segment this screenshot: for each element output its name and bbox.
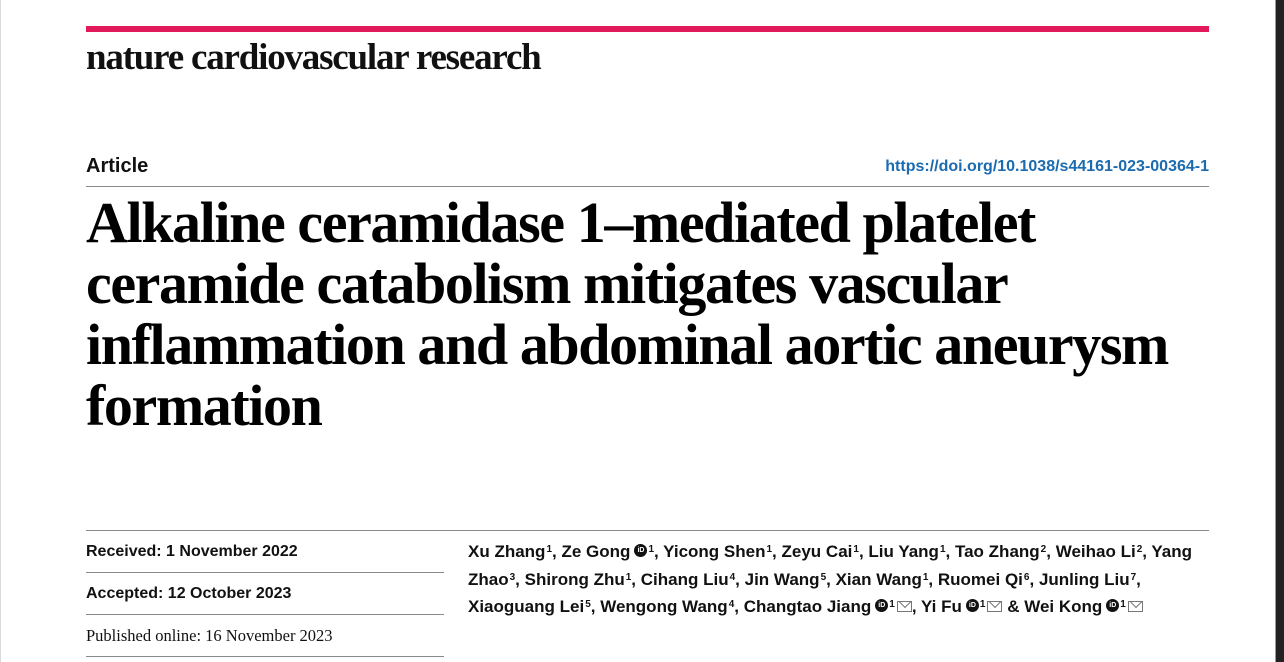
journal-accent-bar <box>86 26 1209 32</box>
affiliation-marker: 1 <box>648 544 654 555</box>
author-name[interactable]: Zeyu Cai <box>781 542 853 561</box>
author-name[interactable]: Changtao Jiang <box>743 597 872 616</box>
author <box>1024 597 1143 616</box>
author <box>641 570 735 589</box>
author <box>921 597 1003 616</box>
author <box>663 542 772 561</box>
author-name[interactable]: Xu Zhang <box>468 542 546 561</box>
header-divider <box>86 186 1209 187</box>
affiliation-marker: 6 <box>1023 571 1030 583</box>
affiliation-marker: 2 <box>1040 544 1047 555</box>
author-name[interactable]: Xiaoguang Lei <box>468 597 585 616</box>
author-separator: , <box>735 569 740 589</box>
author <box>1039 570 1136 589</box>
author-conjunction: & <box>1007 597 1020 616</box>
affiliation-marker: 5 <box>820 571 827 583</box>
author-separator: , <box>734 597 739 616</box>
orcid-icon[interactable]: iD <box>875 599 888 612</box>
author-separator: , <box>858 542 864 561</box>
author-separator: , <box>772 542 777 561</box>
affiliation-marker: 1 <box>889 599 895 610</box>
author-name[interactable]: Ruomei Qi <box>937 569 1023 589</box>
author <box>1056 542 1143 561</box>
affiliation-marker: 1 <box>979 599 986 610</box>
author-name[interactable]: Junling Liu <box>1038 569 1130 589</box>
author <box>955 542 1046 561</box>
author-name[interactable]: Wei Kong <box>1024 597 1103 616</box>
author-name[interactable]: Tao Zhang <box>954 542 1040 561</box>
article-dates <box>86 531 444 657</box>
article-type: Article <box>86 155 149 177</box>
orcid-icon[interactable]: iD <box>966 599 979 612</box>
affiliation-marker: 5 <box>585 599 591 610</box>
author-name[interactable]: Ze Gong <box>561 542 631 561</box>
author <box>745 570 827 589</box>
author-name[interactable]: Yi Fu <box>920 597 962 616</box>
affiliation-marker: 1 <box>625 571 632 583</box>
author-name[interactable]: Yicong Shen <box>663 542 766 561</box>
author-separator: , <box>928 569 934 589</box>
mail-icon[interactable] <box>987 601 1002 612</box>
author-name[interactable]: Yang Zhao <box>468 542 1193 589</box>
author-name[interactable]: Liu Yang <box>868 542 939 561</box>
author-separator: , <box>911 597 917 616</box>
author-name[interactable]: Weihao Li <box>1055 542 1136 561</box>
author-separator: , <box>1046 542 1051 561</box>
author-list <box>468 538 1208 621</box>
author-separator: , <box>945 542 951 561</box>
author-separator: , <box>590 597 596 616</box>
author-name[interactable]: Shirong Zhu <box>524 569 625 589</box>
author-separator: , <box>654 542 659 561</box>
affiliation-marker: 1 <box>853 544 859 555</box>
author-name[interactable]: Jin Wang <box>744 569 820 589</box>
author <box>868 542 945 561</box>
author-separator: , <box>1142 542 1147 561</box>
mail-icon[interactable] <box>1128 601 1143 612</box>
article-title: Alkaline ceramidase 1–mediated platelet ceramide catabolism mitigates vascular inflammation and abdominal aortic aneurysm formation <box>86 190 1168 438</box>
affiliation-marker: 4 <box>729 571 736 583</box>
affiliation-marker: 2 <box>1136 544 1143 555</box>
author-name[interactable]: Cihang Liu <box>640 569 729 589</box>
author <box>836 570 929 589</box>
author <box>561 542 654 561</box>
received-date: Received: 1 November 2022 <box>86 531 444 573</box>
doi-link[interactable]: https://doi.org/10.1038/s44161-023-00364-1 <box>885 158 1209 175</box>
author-separator: , <box>552 542 557 561</box>
orcid-icon[interactable]: iD <box>634 544 647 557</box>
accepted-date: Accepted: 12 October 2023 <box>86 573 444 615</box>
affiliation-marker: 1 <box>939 544 946 555</box>
author-separator: , <box>631 569 637 589</box>
author-separator: , <box>1136 569 1141 589</box>
window-edge-left <box>0 0 1 662</box>
window-edge-right <box>1275 0 1284 662</box>
author-name[interactable]: Xian Wang <box>835 569 922 589</box>
author <box>600 597 734 616</box>
orcid-icon[interactable]: iD <box>1106 599 1119 612</box>
author-name[interactable]: Wengong Wang <box>600 597 728 616</box>
author <box>938 570 1030 589</box>
journal-name: nature cardiovascular research <box>86 37 541 78</box>
affiliation-marker: 1 <box>922 571 929 583</box>
affiliation-marker: 1 <box>766 544 773 555</box>
affiliation-marker: 4 <box>728 599 735 610</box>
published-date: Published online: 16 November 2023 <box>86 615 444 657</box>
author <box>782 542 859 561</box>
affiliation-marker: 1 <box>546 544 553 555</box>
author-separator: , <box>515 569 520 589</box>
author-separator: , <box>826 569 831 589</box>
author <box>468 542 552 561</box>
affiliation-marker: 7 <box>1130 571 1137 583</box>
affiliation-marker: 1 <box>1120 599 1126 610</box>
author-separator: , <box>1029 569 1035 589</box>
mail-icon[interactable] <box>897 601 912 612</box>
affiliation-marker: 3 <box>509 571 516 583</box>
author <box>468 597 591 616</box>
author <box>744 597 912 616</box>
author <box>525 570 632 589</box>
